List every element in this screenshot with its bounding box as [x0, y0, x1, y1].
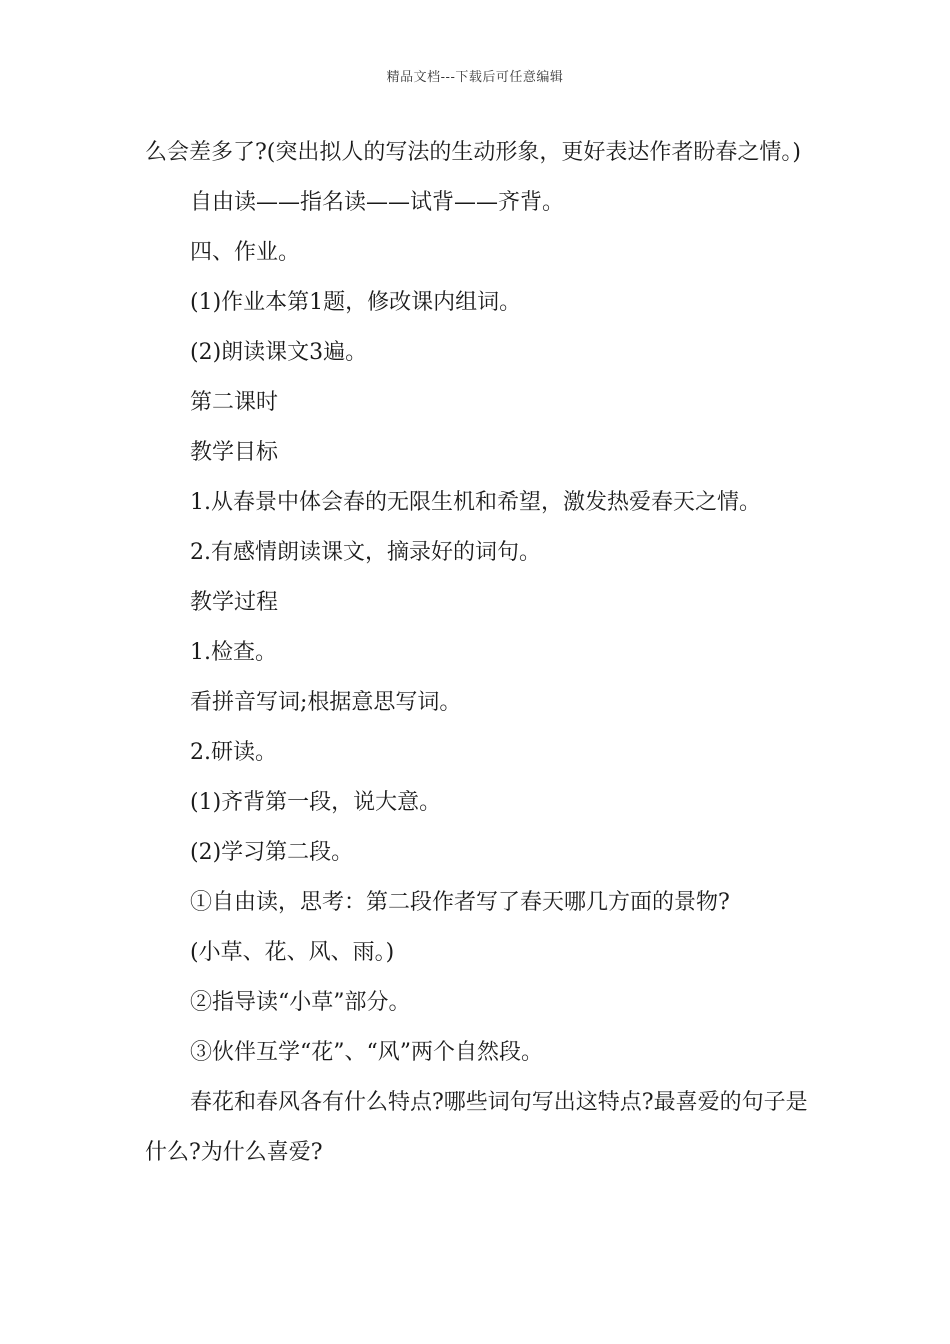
section-heading: 第二课时	[190, 390, 279, 415]
list-item: 2.研读。	[190, 740, 277, 765]
paragraph: 么会差多了?(突出拟人的写法的生动形象，更好表达作者盼春之情。)	[145, 140, 801, 165]
list-item: (1)作业本第1题，修改课内组词。	[190, 290, 522, 315]
page-header: 精品文档---下载后可任意编辑	[386, 70, 564, 85]
section-heading: 教学过程	[190, 590, 279, 615]
section-heading: 四、作业。	[190, 240, 301, 265]
list-item: (2)朗读课文3遍。	[190, 340, 368, 365]
list-item: (2)学习第二段。	[190, 840, 354, 865]
paragraph: 看拼音写词;根据意思写词。	[190, 690, 462, 715]
section-heading: 教学目标	[190, 440, 279, 465]
paragraph: 春花和春风各有什么特点?哪些词句写出这特点?最喜爱的句子是什么?为什么喜爱?	[145, 1090, 808, 1165]
list-item: 1.从春景中体会春的无限生机和希望，激发热爱春天之情。	[190, 490, 761, 515]
list-item: ②指导读“小草”部分。	[190, 990, 411, 1015]
list-item: 2.有感情朗读课文，摘录好的词句。	[190, 540, 541, 565]
list-item: 1.检查。	[190, 640, 277, 665]
list-item: ①自由读，思考：第二段作者写了春天哪几方面的景物?	[190, 890, 730, 915]
list-item: ③伙伴互学“花”、“风”两个自然段。	[190, 1040, 543, 1065]
document-body	[145, 128, 810, 1178]
paragraph: (小草、花、风、雨。)	[190, 940, 395, 965]
paragraph: 自由读——指名读——试背——齐背。	[190, 190, 565, 215]
list-item: (1)齐背第一段，说大意。	[190, 790, 442, 815]
